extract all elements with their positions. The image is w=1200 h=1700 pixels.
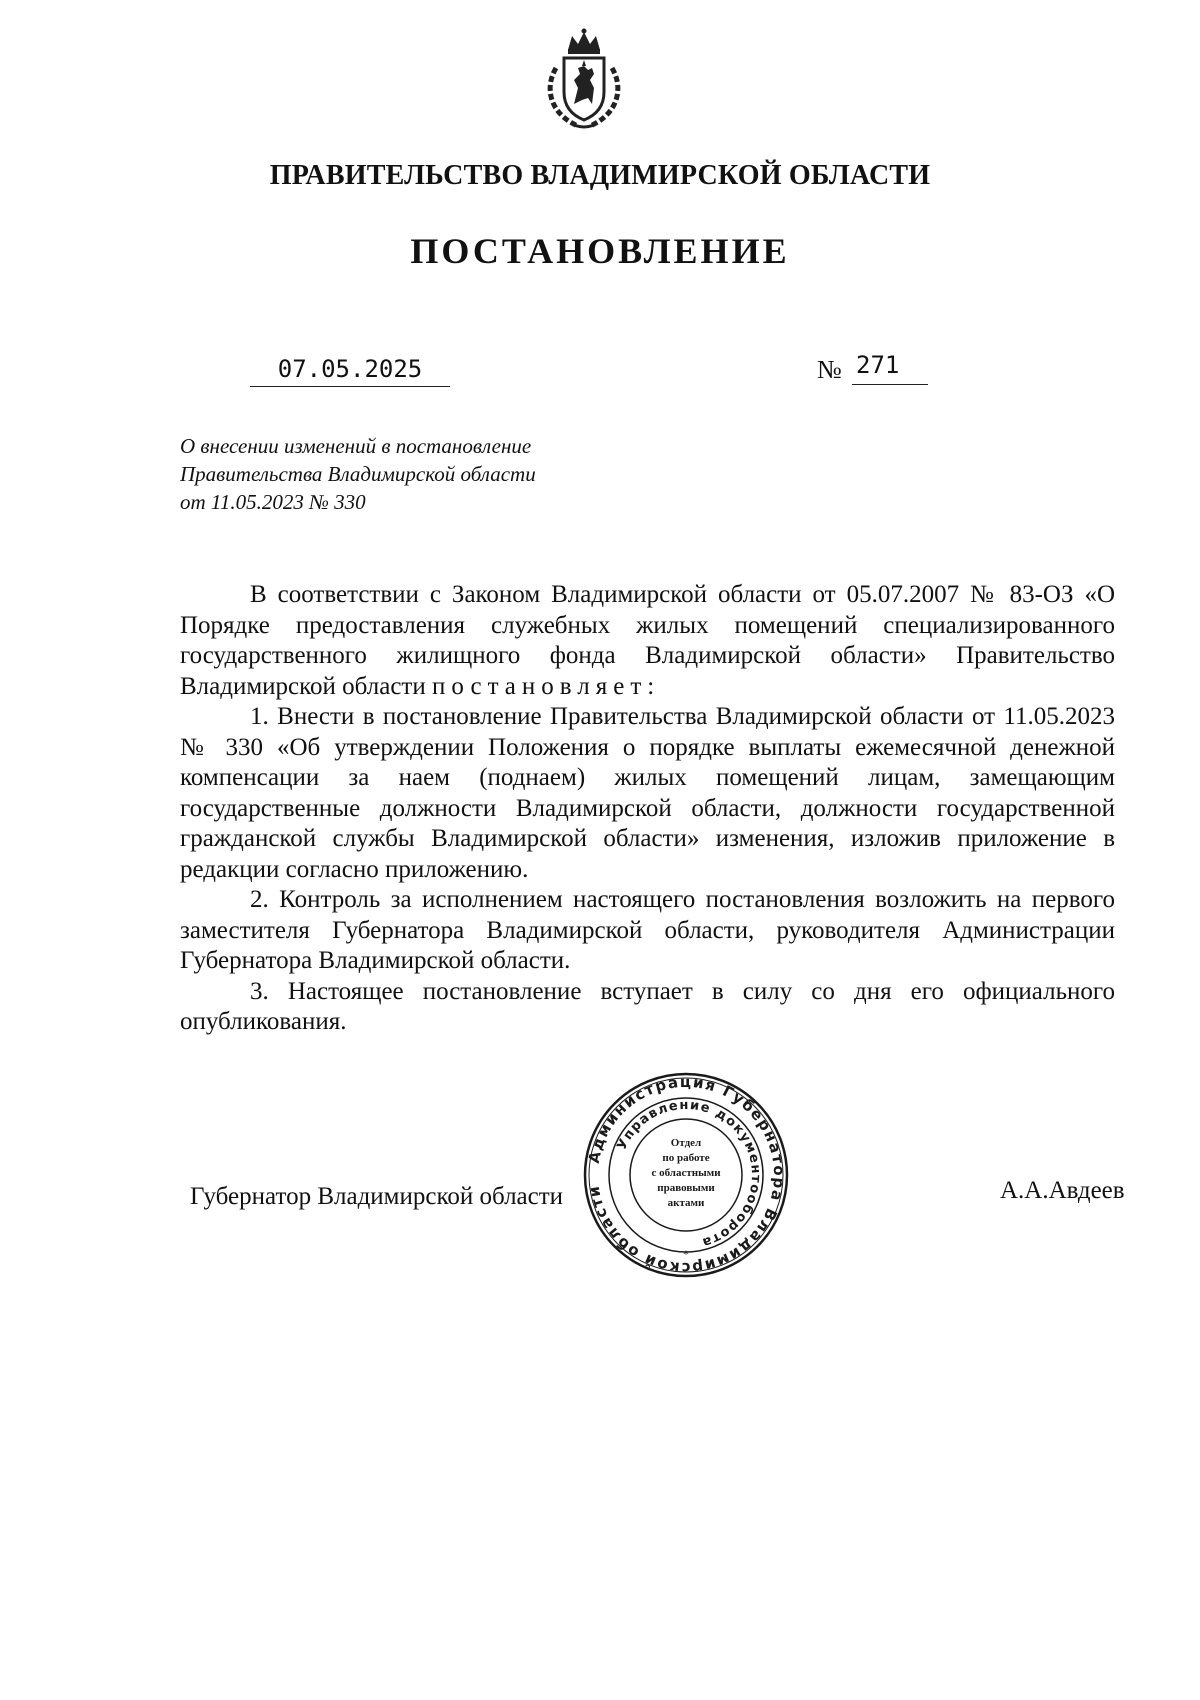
clause-1: 1. Внести в постановление Правительства Владимирской области от 11.05.2023 № 330 «Об утверждении Положения о порядке выплаты ежемесячной денежной компенсации за наем (поднаем) жилых помещений лицам, замещающим государственные должности Владимирской области, должности государственной гражданской службы Владимирской области» изменения, изложив приложение в редакции согласно приложению. — [180, 703, 1115, 883]
stamp-center-line: правовыми — [657, 1182, 715, 1194]
preamble-text: В соответствии с Законом Владимирской области от 05.07.2007 № 83-ОЗ «О Порядке предоставления служебных жилых помещений специализированного государственного жилищного фонда Владимирской области» Правительство Владимирской области — [180, 581, 1115, 700]
document-date: 07.05.2025 — [250, 352, 450, 387]
coat-of-arms-icon — [538, 28, 630, 132]
stamp-inner-text: Управление документооборота — [614, 1097, 764, 1251]
document-subject — [180, 432, 536, 516]
signatory-position: Губернатор Владимирской области — [190, 1183, 564, 1210]
subject-line: Правительства Владимирской области — [180, 462, 536, 486]
stamp-outer-text: Администрация Губернатора Владимирской области — [584, 1072, 789, 1278]
clause-3: 3. Настоящее постановление вступает в силу со дня его официального опубликования. — [180, 977, 1115, 1035]
subject-line: от 11.05.2023 № 330 — [180, 490, 366, 514]
official-stamp — [580, 1070, 792, 1280]
stamp-center-line: по работе — [662, 1152, 710, 1164]
issuing-organization: ПРАВИТЕЛЬСТВО ВЛАДИМИРСКОЙ ОБЛАСТИ — [269, 160, 931, 191]
stamp-center-line: с областными — [651, 1167, 721, 1179]
stamp-star-icon: * — [683, 1247, 689, 1261]
document-body — [180, 580, 1115, 1038]
stamp-center-line: Отдел — [670, 1137, 702, 1149]
subject-line: О внесении изменений в постановление — [180, 434, 532, 458]
preamble-paragraph — [180, 580, 1115, 702]
document-number: 271 — [852, 350, 928, 385]
resolves-word: постановляет: — [431, 672, 661, 700]
clause-2: 2. Контроль за исполнением настоящего постановления возложить на первого заместителя Губернатора Владимирской области, руководителя Администрации Губернатора Владимирской области. — [180, 886, 1115, 974]
signatory-name: А.А.Авдеев — [1000, 1177, 1125, 1204]
document-type-title: ПОСТАНОВЛЕНИЕ — [410, 231, 790, 271]
number-sign: № — [817, 355, 842, 384]
stamp-center-line: актами — [667, 1197, 705, 1209]
